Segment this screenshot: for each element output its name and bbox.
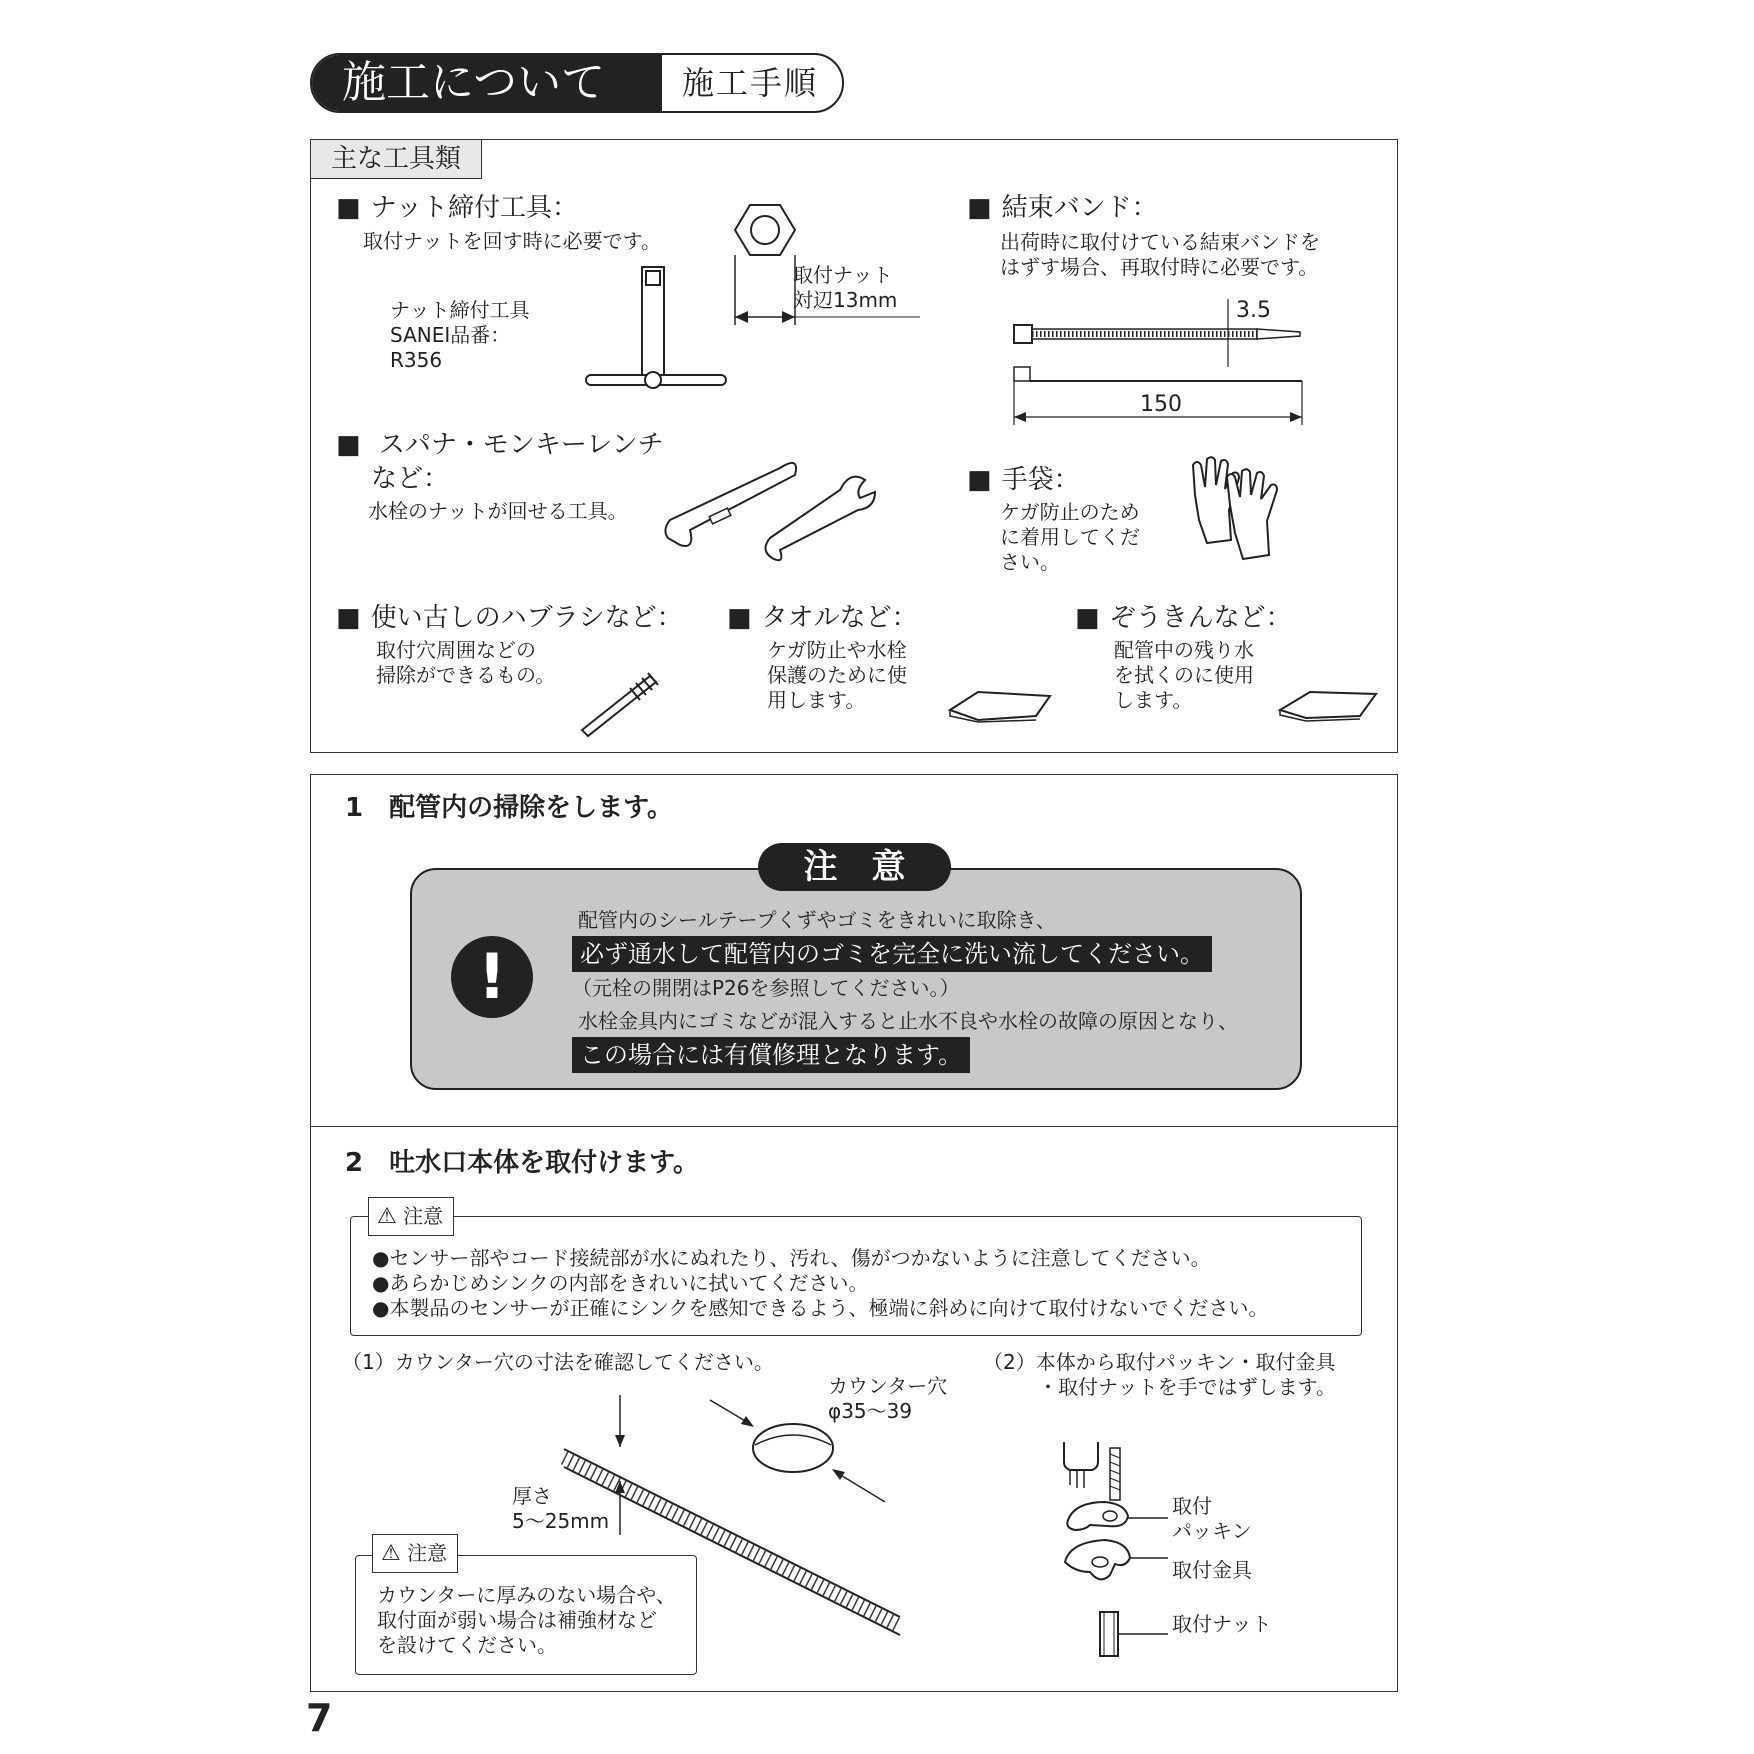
thickness-label: 厚さ 5～25mm [512, 1484, 610, 1533]
cable-tie-title: ■ 結束バンド： [967, 193, 1158, 223]
towel-illustration [948, 688, 1053, 723]
step1-line2: 必ず通水して配管内のゴミを完全に洗い流してください。 [572, 936, 1212, 972]
nut-tool-name: ナット締付工具 SANEI品番： R356 [390, 298, 530, 372]
towel-title: ■ タオルなど： [727, 603, 918, 633]
cable-tie-desc: 出荷時に取付けている結束バンドを はずす場合、再取付時に必要です。 [1000, 230, 1320, 279]
page-header [310, 53, 844, 113]
rag-desc: 配管中の残り水 を拭くのに使用 します。 [1114, 638, 1254, 712]
page-number: 7 [306, 1696, 333, 1740]
brush-desc: 取付穴周囲などの 掃除ができるもの。 [376, 638, 556, 687]
counter-note-tab: ⚠ 注意 [372, 1534, 458, 1573]
step1-line5: この場合には有償修理となります。 [572, 1037, 970, 1073]
nut-tool-title: ■ ナット締付工具： [336, 193, 578, 223]
step2-title: 2 吐水口本体を取付けます。 [345, 1148, 700, 1178]
cable-tie-length: 150 [1140, 392, 1182, 417]
rag-illustration [1278, 688, 1378, 723]
step1-caution-title: 注 意 [758, 843, 951, 891]
step1-line3: （元栓の開閉はP26を参照してください。） [572, 976, 960, 1000]
warning-triangle-icon: ⚠ [381, 1541, 401, 1566]
step1-line4: 水栓金具内にゴミなどが混入すると止水不良や水栓の故障の原因となり、 [578, 1009, 1238, 1033]
parts-illustration [1060, 1440, 1170, 1665]
nut-dimension-label: 取付ナット 対辺13mm [793, 263, 898, 312]
warning-triangle-icon: ⚠ [377, 1204, 397, 1229]
gloves-desc: ケガ防止のため に着用してくだ さい。 [1000, 500, 1140, 574]
step2-sub1: （1）カウンター穴の寸法を確認してください。 [342, 1350, 774, 1374]
section-title: 施工について [312, 55, 662, 111]
cable-tie-width: 3.5 [1236, 298, 1271, 323]
counter-hole-label: カウンター穴 φ35～39 [828, 1374, 948, 1423]
t-wrench-illustration [580, 265, 730, 400]
toothbrush-illustration [580, 668, 670, 738]
parts-packing-label: 取付 パッキン [1172, 1494, 1252, 1543]
parts-bracket-label: 取付金具 [1172, 1558, 1252, 1582]
step2-caution-tab: ⚠ 注意 [368, 1197, 454, 1236]
section-subtitle: 施工手順 [682, 64, 819, 102]
exclamation-icon: ! [451, 936, 533, 1018]
step2-bullets: ●センサー部やコード接続部が水にぬれたり、汚れ、傷がつかないように注意してください。 ●あらかじめシンクの内部をきれいに拭いてください。 ●本製品のセンサーが正確にシンクを感知できるよう、極端に斜めに向けて取付けないでください。 [372, 1246, 1269, 1320]
spanner-title-2: など： [371, 464, 450, 494]
step1-title: 1 配管内の掃除をします。 [345, 793, 674, 823]
spanner-desc: 水栓のナットが回せる工具。 [368, 499, 628, 523]
counter-note-text: カウンターに厚みのない場合や、 取付面が弱い場合は補強材など を設けてください。 [377, 1583, 676, 1657]
tools-label: 主な工具類 [311, 140, 482, 179]
brush-title: ■ 使い古しのハブラシなど： [336, 603, 683, 633]
towel-desc: ケガ防止や水栓 保護のために使 用します。 [767, 638, 907, 712]
gloves-illustration [1185, 455, 1295, 570]
nut-tool-desc: 取付ナットを回す時に必要です。 [363, 229, 661, 253]
step1-line1: 配管内のシールテープくずやゴミをきれいに取除き、 [578, 908, 1056, 932]
spanner-title: ■ スパナ・モンキーレンチ [336, 430, 664, 460]
rag-title: ■ ぞうきんなど： [1075, 603, 1292, 633]
spanner-illustration [660, 450, 890, 560]
parts-nut-label: 取付ナット [1172, 1612, 1272, 1636]
step2-sub2: （2）本体から取付パッキン・取付金具 ・取付ナットを手ではずします。 [983, 1350, 1336, 1399]
steps-divider [310, 1126, 1398, 1127]
gloves-title: ■ 手袋： [967, 465, 1080, 495]
